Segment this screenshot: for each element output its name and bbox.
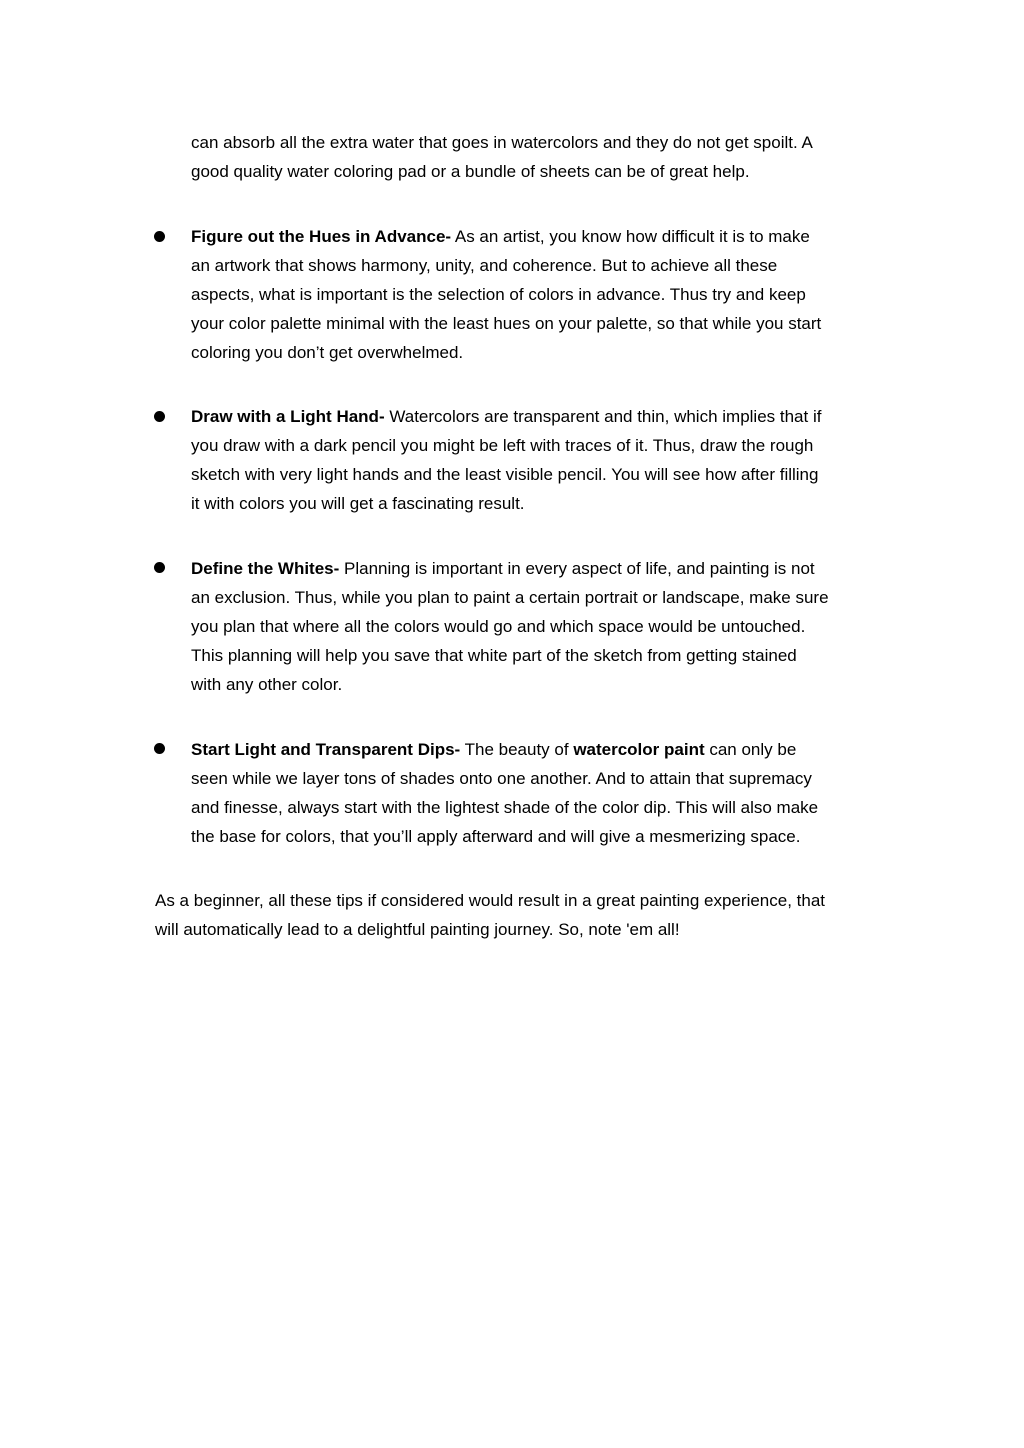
list-item-keyword: watercolor paint xyxy=(573,740,705,759)
list-item-line: an exclusion. Thus, while you plan to paint a certain portrait or landscape, make sure xyxy=(191,588,829,607)
paragraph-line: good quality water coloring pad or a bundle of sheets can be of great help. xyxy=(191,162,750,181)
list-item-line: the base for colors, that you’ll apply afterward and will give a mesmerizing space. xyxy=(191,827,801,846)
list-item xyxy=(191,402,821,518)
list-item-first-line xyxy=(191,735,818,764)
conclusion-paragraph xyxy=(155,886,825,944)
list-item-first-line xyxy=(191,402,821,431)
list-item xyxy=(191,222,821,367)
list-item-first-line xyxy=(191,554,829,583)
list-item-line: coloring you don’t get overwhelmed. xyxy=(191,343,464,362)
list-item-line: seen while we layer tons of shades onto one another. And to attain that supremacy xyxy=(191,769,812,788)
list-item xyxy=(191,735,818,851)
list-item-line: and finesse, always start with the lightest shade of the color dip. This will also make xyxy=(191,798,819,817)
paragraph-line: As a beginner, all these tips if considered would result in a great painting experience, that xyxy=(155,891,826,910)
paragraph-line: can absorb all the extra water that goes in watercolors and they do not get spoilt. A xyxy=(191,133,813,152)
list-item-line: you plan that where all the colors would go and which space would be untouched. xyxy=(191,617,806,636)
list-item-line: aspects, what is important is the selection of colors in advance. Thus try and keep xyxy=(191,285,806,304)
bullet-icon xyxy=(154,562,165,573)
list-item-text: As an artist, you know how difficult it is to make xyxy=(451,227,810,246)
list-item-first-line xyxy=(191,222,821,251)
paragraph-line: will automatically lead to a delightful painting journey. So, note 'em all! xyxy=(155,920,680,939)
list-item-text: Watercolors are transparent and thin, which implies that if xyxy=(384,407,822,426)
list-item-text: can only be xyxy=(704,740,797,759)
bullet-icon xyxy=(154,743,165,754)
list-item-line: you draw with a dark pencil you might be left with traces of it. Thus, draw the rough xyxy=(191,436,814,455)
bullet-icon xyxy=(154,231,165,242)
list-item-line: an artwork that shows harmony, unity, and coherence. But to achieve all these xyxy=(191,256,778,275)
list-item-title: Figure out the Hues in Advance- xyxy=(191,227,452,246)
list-item-line: it with colors you will get a fascinating result. xyxy=(191,494,525,513)
list-item-title: Draw with a Light Hand- xyxy=(191,407,385,426)
list-item-text: Planning is important in every aspect of life, and painting is not xyxy=(339,559,815,578)
bullet-icon xyxy=(154,411,165,422)
list-item-line: sketch with very light hands and the least visible pencil. You will see how after filling xyxy=(191,465,819,484)
continuation-paragraph xyxy=(191,128,813,186)
list-item-text: The beauty of xyxy=(460,740,574,759)
list-item-line: your color palette minimal with the least hues on your palette, so that while you start xyxy=(191,314,822,333)
list-item-line: with any other color. xyxy=(191,675,343,694)
list-item xyxy=(191,554,829,699)
list-item-line: This planning will help you save that white part of the sketch from getting stained xyxy=(191,646,797,665)
list-item-title: Start Light and Transparent Dips- xyxy=(191,740,461,759)
list-item-title: Define the Whites- xyxy=(191,559,340,578)
